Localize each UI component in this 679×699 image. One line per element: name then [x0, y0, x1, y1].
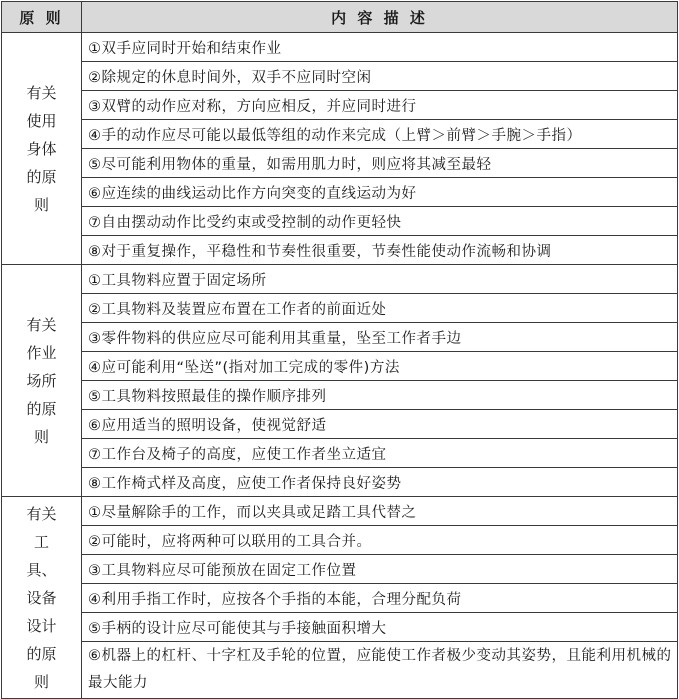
table-row	[2, 120, 678, 149]
table-row	[2, 468, 678, 497]
table-row	[2, 410, 678, 439]
category-line: 的原	[26, 644, 57, 663]
principle-item: ①尽量解除手的工作，而以夹具或足踏工具代替之	[82, 497, 678, 526]
table-row	[2, 33, 678, 62]
principle-item: ②工具物料及装置应布置在工作者的前面近处	[82, 294, 678, 323]
principle-item: ⑤手柄的设计应尽可能使其与手接触面积增大	[82, 613, 678, 642]
category-line: 身体	[26, 139, 57, 158]
principle-item: ④应可能利用“坠送”(指对加工完成的零件)方法	[82, 352, 678, 381]
principle-item: ⑧工作椅式样及高度，应使工作者保持良好姿势	[82, 468, 678, 497]
principle-item: ④手的动作应尽可能以最低等组的动作来完成（上臂＞前臂＞手腕＞手指）	[82, 120, 678, 149]
table-row	[2, 149, 678, 178]
principle-category	[2, 33, 82, 265]
table-row	[2, 62, 678, 91]
principle-item: ⑥应连续的曲线运动比作方向突变的直线运动为好	[82, 178, 678, 207]
principle-item: ⑧对于重复操作，平稳性和节奏性很重要，节奏性能使动作流畅和协调	[82, 236, 678, 265]
category-line: 使用	[26, 111, 57, 130]
header-principle: 原 则	[2, 2, 82, 33]
category-line: 具、	[26, 560, 57, 579]
category-line: 作业	[26, 343, 57, 362]
table-row	[2, 91, 678, 120]
category-line: 则	[33, 195, 49, 214]
principle-category	[2, 265, 82, 497]
category-line: 有关	[26, 83, 57, 102]
principle-item: ③双臂的动作应对称，方向应相反，并应同时进行	[82, 91, 678, 120]
table-row	[2, 323, 678, 352]
principle-item: ⑤工具物料按照最佳的操作顺序排列	[82, 381, 678, 410]
table-row	[2, 584, 678, 613]
principle-item: ⑦工作台及椅子的高度，应使工作者坐立适宜	[82, 439, 678, 468]
table-row	[2, 642, 678, 699]
table-row	[2, 613, 678, 642]
principle-item: ③零件物料的供应应尽可能利用其重量，坠至工作者手边	[82, 323, 678, 352]
principle-item: ①工具物料应置于固定场所	[82, 265, 678, 294]
category-line: 工	[33, 532, 49, 551]
table-row	[2, 439, 678, 468]
category-line: 有关	[26, 504, 57, 523]
table-row	[2, 352, 678, 381]
category-line: 有关	[26, 315, 57, 334]
category-line: 设备	[26, 588, 57, 607]
category-line: 的原	[26, 399, 57, 418]
category-line: 则	[33, 672, 49, 691]
principle-item: ①双手应同时开始和结束作业	[82, 33, 678, 62]
principle-item: ②除规定的休息时间外，双手不应同时空闲	[82, 62, 678, 91]
table-row	[2, 236, 678, 265]
principle-item: ⑥应用适当的照明设备，使视觉舒适	[82, 410, 678, 439]
principle-item: ②可能时，应将两种可以联用的工具合并。	[82, 526, 678, 555]
table-row	[2, 207, 678, 236]
category-line: 设计	[26, 616, 57, 635]
principle-item: ⑥机器上的杠杆、十字杠及手轮的位置，应能使工作者极少变动其姿势，且能利用机械的最大能力	[82, 642, 678, 699]
principle-item: ③工具物料应尽可能预放在固定工作位置	[82, 555, 678, 584]
category-line: 的原	[26, 167, 57, 186]
principles-table	[1, 1, 678, 699]
header-description: 内 容 描 述	[82, 2, 678, 33]
principle-item: ⑦自由摆动动作比受约束或受控制的动作更轻快	[82, 207, 678, 236]
principle-category	[2, 497, 82, 699]
category-line: 则	[33, 427, 49, 446]
table-row	[2, 526, 678, 555]
table-row	[2, 294, 678, 323]
table-row	[2, 178, 678, 207]
table-row	[2, 265, 678, 294]
table-row	[2, 497, 678, 526]
table-row	[2, 555, 678, 584]
table-row	[2, 381, 678, 410]
header-row	[2, 2, 678, 33]
category-line: 场所	[26, 371, 57, 390]
principle-item: ⑤尽可能利用物体的重量，如需用肌力时，则应将其减至最轻	[82, 149, 678, 178]
principle-item: ④利用手指工作时，应按各个手指的本能，合理分配负荷	[82, 584, 678, 613]
